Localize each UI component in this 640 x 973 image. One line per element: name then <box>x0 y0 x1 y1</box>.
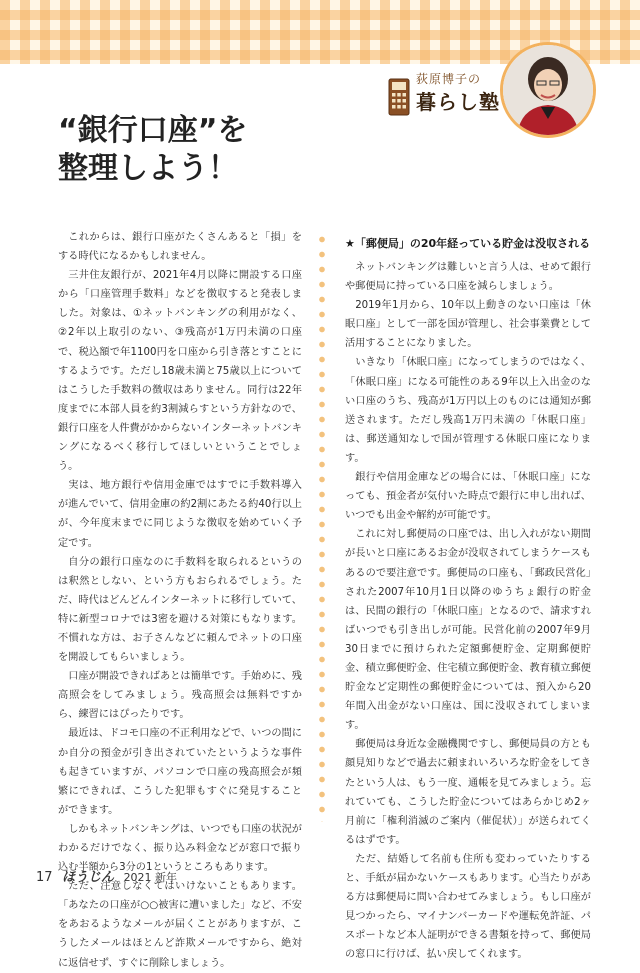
paragraph: 最近は、ドコモ口座の不正利用などで、いつの間にか自分の預金が引き出されていたというような事件も起きていますが、パソコンで口座の残高照会が頻繁にできれば、こうした犯罪もすぐに発見することができます。 <box>58 728 302 816</box>
portrait-photo <box>503 45 593 135</box>
magazine-name: ほうじん <box>62 870 115 885</box>
author-portrait <box>500 42 596 138</box>
paragraph: ただ、結婚して名前も住所も変わっていたりすると、手紙が届かないケースもあります。心当たりがある方は郵便局に問い合わせてみましょう。もし口座が見つかったら、マイナンバーカードや運転免許証、パスポートなど本人証明ができる書類を持って、郵便局の窓口に行けば、払い戻してくれます。 <box>345 853 591 961</box>
column-divider <box>318 232 326 822</box>
right-column <box>345 228 591 964</box>
paragraph: 自分の銀行口座なのに手数料を取られるというのは釈然としない、という方もおられるでしょう。ただ、時代はどんどんインターネットに移行していて、特に新型コロナでは3密を避ける対策にもなります。不慣れな方は、お子さんなどに頼んでネットの口座を開設してもらいましょう。 <box>58 556 302 664</box>
paragraph: これに対し郵便局の口座では、出し入れがない期間が長いと口座にあるお金が没収されてしまうケースもあるので要注意です。郵便局の口座も、「郵政民営化」された2007年10月1日以降のゆうちょ銀行の貯金は、民間の銀行の「休眠口座」となるので、請求すればいつでも引き出しが可能。民営化前の2007年9月30日までに預けられた定額郵便貯金、定期郵便貯金、積立郵便貯金、住宅積立郵便貯金、教育積立郵便貯金など定期性の郵便貯金については、預入から20年間入出金がない口座は、国に没収されてしまいます。 <box>345 529 591 732</box>
paragraph: 2019年1月から、10年以上動きのない口座は「休眠口座」として一部を国が管理し、社会事業費として活用することになりました。 <box>345 300 591 350</box>
series-logo <box>388 70 498 120</box>
paragraph: 三井住友銀行が、2021年4月以降に開設する口座から「口座管理手数料」などを徴収すると発表しました。対象は、①ネットバンキングの利用がなく、②2年以上取引のない、③残高が1万円未満の口座で、税込額で年1100円を口座から引き落とすことにするようです。ただし18歳未満と75歳以上についてはこうした手数料の徴収はありません。同行は22年度までに本部人員を約3割減らすという方針なので、銀行口座を人件費がかからないインターネットバンキングになるべく移行してほしいということでしょう。 <box>58 270 302 473</box>
paragraph: 銀行や信用金庫などの場合には、「休眠口座」になっても、預金者が気付いた時点で銀行に申し出れば、いつでも出金や解約が可能です。 <box>345 472 591 522</box>
page-number: 17 <box>36 870 53 885</box>
paragraph: これからは、銀行口座がたくさんあると「損」をする時代になるかもしれません。 <box>58 232 302 263</box>
paragraph: ただ、注意しなくてはいけないこともあります。「あなたの口座が○○被害に遭いました」など、不安をあおるようなメールが届くことがありますが、こうしたメールはほとんど詐欺メールですから、絶対に返信せず、すぐに削除しましょう。 <box>58 881 302 969</box>
title-line-2: 整理しよう！ <box>58 151 238 186</box>
series-title: 暮らし塾 <box>416 90 500 114</box>
paragraph: ネットバンキングは難しいと言う人は、せめて銀行や郵便局に持っている口座を減らしましょう。 <box>345 262 591 293</box>
paragraph: いきなり「休眠口座」になってしまうのではなく、「休眠口座」になる可能性のある9年以上入出金のない口座のうち、残高が1万円以上のものには通知が郵送されます。ただし残高1万円未満の「休眠口座」は、郵送通知なしで国が管理する休眠口座になります。 <box>345 357 591 464</box>
paragraph: 口座が開設できればあとは簡単です。手始めに、残高照会をしてみましょう。残高照会は無料ですから、練習にはぴったりです。 <box>58 671 302 721</box>
left-column <box>58 228 302 973</box>
paragraph: しかもネットバンキングは、いつでも口座の状況がわかるだけでなく、振り込み料金などが窓口で振り込む半額から3分の1というところもあります。 <box>58 823 302 874</box>
issue-label: 2021 新年 <box>123 871 178 884</box>
calculator-icon <box>388 78 410 116</box>
series-author-name: 荻原博子の <box>416 72 482 86</box>
title-line-1: “銀行口座”を <box>58 113 248 148</box>
article-title <box>58 112 318 188</box>
page-footer <box>36 866 177 885</box>
paragraph: 郵便局は身近な金融機関ですし、郵便局員の方とも顔見知りなどで過去に頼まれいろいろな貯金をしてきたという人は、もう一度、通帳を見てみましょう。忘れていても、こうした貯金についてはあらかじめ2ヶ月前に「権利消滅のご案内（催促状）」が送られてくるはずです。 <box>345 739 591 846</box>
section-heading: ★「郵便局」の20年経っている貯金は没収される <box>345 237 591 250</box>
paragraph: 実は、地方銀行や信用金庫ではすでに手数料導入が進んでいて、信用金庫の約2割にあたる約40行以上が、今年度末までに同じような徴収を始めていく予定です。 <box>58 480 302 549</box>
